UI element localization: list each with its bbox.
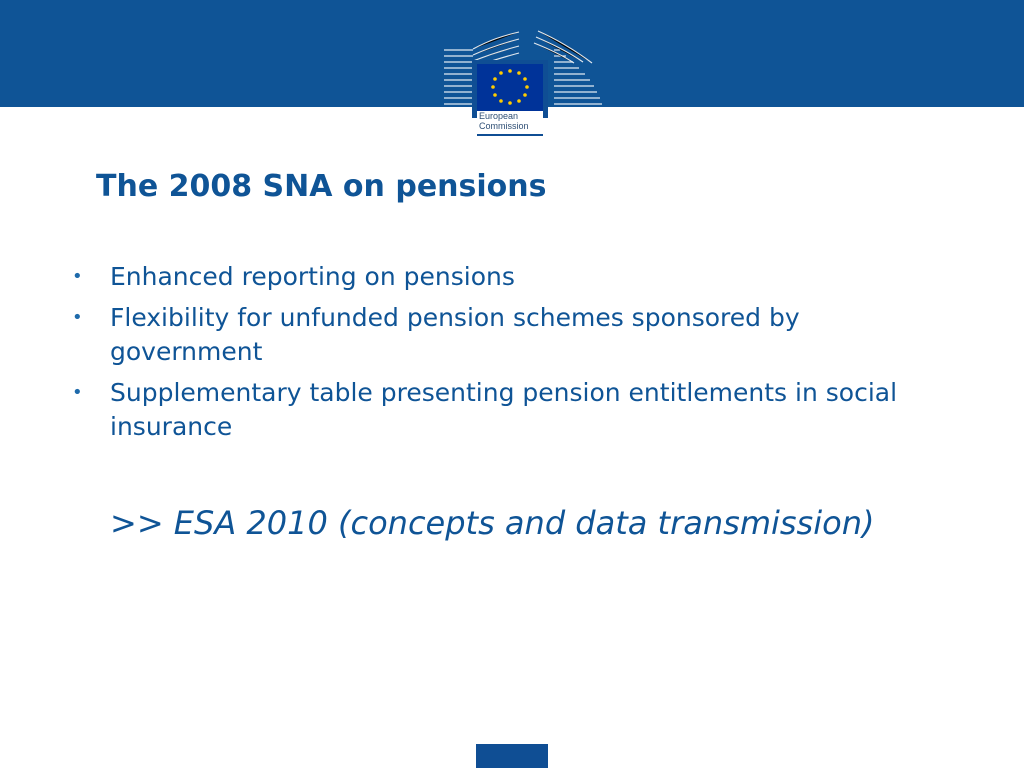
bullet-text: Supplementary table presenting pension entitlements in social insurance	[110, 378, 898, 441]
bullet-text: Enhanced reporting on pensions	[110, 262, 515, 291]
bullet-icon: •	[72, 307, 83, 328]
organization-label-line-2: Commission	[479, 121, 529, 131]
organization-label-line-1: European	[479, 111, 519, 121]
slide-title: The 2008 SNA on pensions	[96, 169, 547, 204]
bullet-item-flexibility	[72, 301, 942, 369]
bullet-item-supplementary-table	[72, 376, 942, 444]
bullet-text: Flexibility for unfunded pension schemes sponsored by government	[110, 303, 800, 366]
organization-label	[479, 111, 543, 131]
esa-highlight: >> ESA 2010 (concepts and data transmission)	[110, 504, 875, 542]
bullet-icon: •	[72, 266, 83, 287]
bullet-list	[72, 260, 942, 451]
bullet-icon: •	[72, 382, 83, 403]
bullet-item-enhanced-reporting	[72, 260, 942, 294]
eu-flag-icon	[476, 744, 548, 768]
